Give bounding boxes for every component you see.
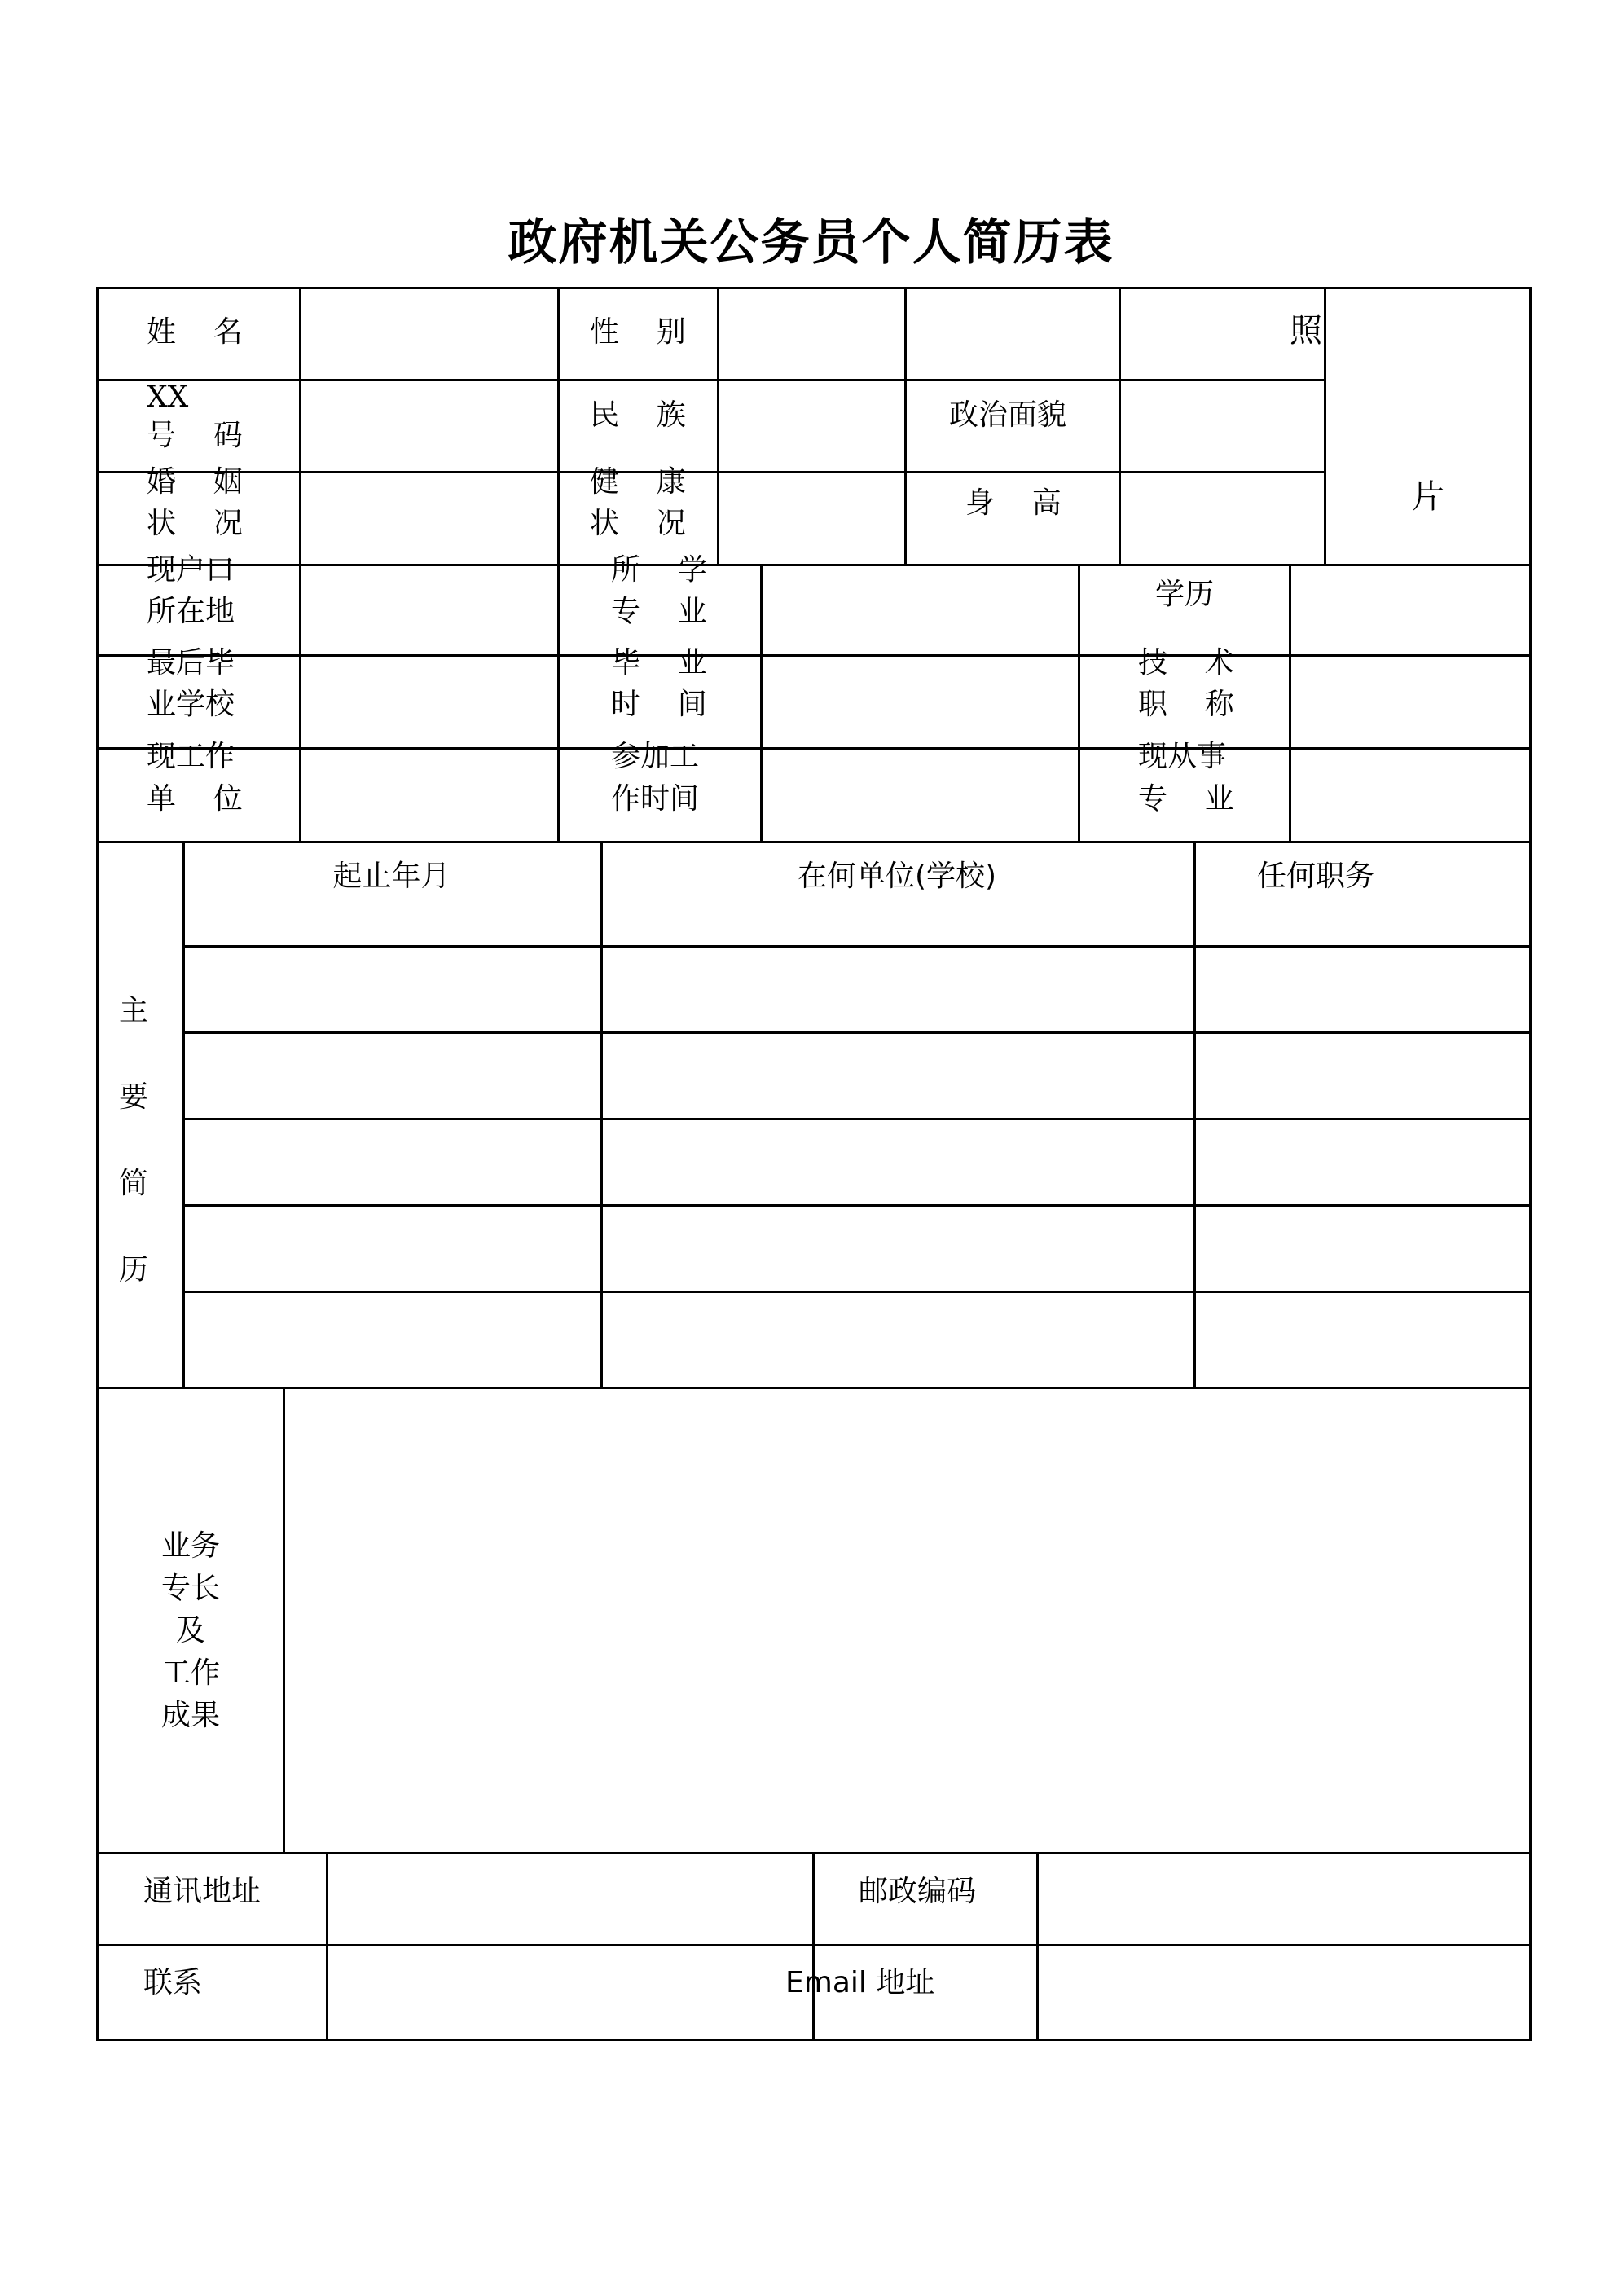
id-label-line2: 号 码: [147, 419, 243, 452]
col-divider: [299, 287, 301, 843]
period-cell[interactable]: [196, 965, 587, 1008]
col-divider: [717, 287, 719, 566]
row-divider: [96, 841, 1532, 843]
table-border-right: [1529, 287, 1532, 2041]
position-cell[interactable]: [1207, 1316, 1516, 1358]
col-header-position: 任何职务: [1256, 860, 1374, 893]
work-start-label-line1: 参加工: [611, 740, 700, 773]
col-divider: [1324, 287, 1326, 566]
hukou-label-line2: 所在地: [147, 595, 235, 628]
achievements-label: [99, 1525, 283, 1737]
col-divider: [557, 287, 560, 843]
phone-label: 联系: [143, 1966, 203, 1999]
address-label: 通讯地址: [143, 1875, 262, 1908]
position-cell[interactable]: [1207, 1138, 1516, 1181]
ethnicity-label: 民 族: [590, 398, 686, 432]
postcode-label: 邮政编码: [859, 1875, 977, 1908]
height-label: 身 高: [965, 486, 1062, 520]
position-cell[interactable]: [1207, 965, 1516, 1008]
achievements-label-line: 及: [175, 1614, 205, 1647]
organization-cell[interactable]: [613, 1316, 1184, 1358]
period-cell[interactable]: [196, 1052, 587, 1094]
tech-title-label-line2: 职 称: [1138, 688, 1234, 721]
employer-label-line1: 现工作: [147, 740, 235, 773]
health-label-line2: 状 况: [590, 507, 686, 540]
achievements-label-line: 成果: [160, 1699, 220, 1732]
current-field-label-line2: 专 业: [1138, 782, 1234, 816]
organization-cell[interactable]: [613, 1052, 1184, 1094]
row-divider: [96, 747, 1532, 750]
education-label: 学历: [1155, 578, 1215, 611]
col-divider: [283, 1387, 285, 1854]
col-divider: [904, 287, 907, 566]
political-status-label: 政治面貌: [949, 398, 1067, 432]
current-field-label-line1: 现从事: [1138, 740, 1227, 773]
marital-label-line2: 状 况: [147, 507, 243, 540]
tech-title-label-line1: 技 术: [1138, 646, 1234, 680]
major-label-line2: 专 业: [611, 595, 707, 628]
period-cell[interactable]: [196, 1316, 587, 1358]
school-label-line2: 业学校: [147, 688, 235, 721]
row-divider: [182, 1291, 1532, 1293]
row-divider: [96, 654, 1532, 657]
health-label-line1: 健 康: [590, 465, 686, 499]
email-label: Email 地址: [785, 1966, 935, 1999]
achievements-label-line: 业务: [160, 1529, 220, 1563]
employer-label-line2: 单 位: [147, 782, 243, 816]
resume-side-char: 简: [118, 1167, 148, 1200]
col-divider: [326, 1852, 328, 2041]
row-divider: [182, 1118, 1532, 1120]
graduation-time-label-line1: 毕 业: [611, 646, 707, 680]
photo-label-bottom: 片: [1412, 478, 1444, 516]
resume-side-char: 历: [118, 1253, 148, 1287]
row-divider: [182, 1031, 1532, 1034]
col-divider: [182, 841, 185, 1389]
position-cell[interactable]: [1207, 1052, 1516, 1094]
col-divider: [1193, 841, 1196, 1389]
row-divider: [96, 379, 1325, 381]
col-divider: [1036, 1852, 1039, 2041]
position-cell[interactable]: [1207, 1225, 1516, 1267]
resume-side-label: [109, 990, 158, 1335]
hukou-label-line1: 现户口: [147, 553, 235, 587]
period-cell[interactable]: [196, 1225, 587, 1267]
col-divider: [600, 841, 603, 1389]
organization-cell[interactable]: [613, 1138, 1184, 1181]
page-title: 政府机关公务员个人简历表: [508, 214, 1114, 271]
row-divider: [96, 1387, 1532, 1389]
organization-cell[interactable]: [613, 965, 1184, 1008]
marital-label-line1: 婚 姻: [147, 465, 243, 499]
name-label: 姓 名: [147, 315, 243, 349]
row-divider: [182, 945, 1532, 948]
photo-label-top: 照: [1290, 312, 1322, 350]
col-divider: [1289, 564, 1291, 843]
col-header-organization: 在何单位(学校): [797, 860, 997, 893]
school-label-line1: 最后毕: [147, 646, 235, 680]
period-cell[interactable]: [196, 1138, 587, 1181]
col-header-period: 起止年月: [332, 860, 451, 893]
gender-label: 性 别: [590, 315, 686, 349]
col-divider: [812, 1852, 815, 2041]
achievements-label-line: 专长: [160, 1572, 220, 1605]
table-border-left: [96, 287, 99, 2041]
graduation-time-label-line2: 时 间: [611, 688, 707, 721]
work-start-label-line2: 作时间: [611, 782, 700, 816]
resume-side-char: 要: [118, 1080, 148, 1114]
major-label-line1: 所 学: [611, 553, 707, 587]
id-label-line1: XX: [147, 380, 189, 414]
col-divider: [760, 564, 763, 843]
row-divider: [96, 471, 1325, 473]
col-divider: [1078, 564, 1080, 843]
resume-side-char: 主: [118, 994, 148, 1027]
row-divider: [96, 564, 1532, 566]
achievements-label-line: 工作: [160, 1656, 220, 1690]
col-divider: [1119, 287, 1121, 566]
row-divider: [182, 1204, 1532, 1207]
organization-cell[interactable]: [613, 1225, 1184, 1267]
table-border-top: [96, 287, 1532, 289]
